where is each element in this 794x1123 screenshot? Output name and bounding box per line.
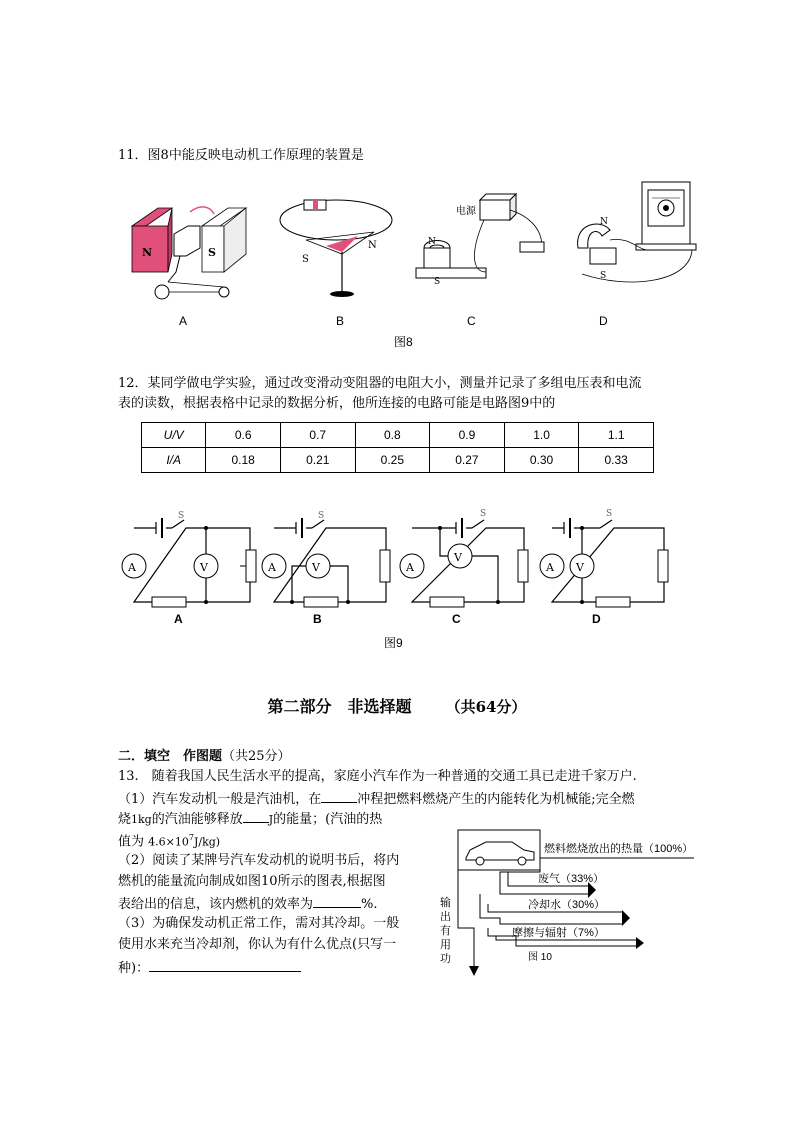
circuit-d-diagram — [540, 508, 670, 618]
question-13-text: 的汽油能够释放 — [151, 812, 243, 827]
question-13-part-2-line-1: （2）阅读了某牌号汽车发动机的说明书后，将内 — [118, 853, 400, 868]
figure-8-option-a-diagram — [128, 196, 250, 306]
circuit-label-d: D — [592, 612, 601, 626]
circuit-a-diagram — [122, 508, 252, 618]
table-header-voltage: U/V — [142, 423, 206, 448]
question-13-text: 1kg — [131, 813, 152, 826]
answer-blank-stroke[interactable] — [321, 788, 357, 803]
table-cell: 1.0 — [504, 423, 579, 448]
table-cell: 0.33 — [579, 448, 654, 473]
part-2-points: （共64分） — [445, 698, 527, 716]
question-13-text: 烧 — [118, 812, 132, 827]
svg-text:N: N — [428, 237, 436, 247]
question-13-text: %. — [361, 897, 378, 912]
svg-text:S: S — [434, 277, 441, 287]
svg-text:S: S — [302, 254, 309, 265]
svg-text:V: V — [312, 561, 320, 574]
fig10-exhaust-label: 废气（33%） — [538, 873, 605, 885]
fig10-cooling-label: 冷却水（30%） — [528, 899, 606, 911]
figure-8-label-a: A — [179, 314, 188, 328]
table-row — [142, 448, 654, 473]
answer-blank-efficiency[interactable] — [313, 893, 361, 908]
svg-text:A: A — [406, 561, 414, 574]
part-2-title — [0, 694, 794, 717]
table-cell: 0.9 — [430, 423, 505, 448]
question-13-text: 的能量；(汽油的热 — [273, 812, 383, 827]
fig10-useful-char: 有 — [440, 925, 451, 937]
figure-8-option-d-diagram — [570, 178, 700, 288]
table-cell: 0.8 — [355, 423, 430, 448]
circuit-c-diagram — [400, 508, 530, 618]
question-13-part-3-line-2: 使用水来充当冷却剂，你认为有什么优点(只写一 — [118, 937, 397, 952]
question-13-part-2-line-3 — [118, 893, 378, 914]
table-cell: 0.30 — [504, 448, 579, 473]
svg-text:S: S — [178, 511, 185, 521]
table-cell: 0.6 — [206, 423, 281, 448]
svg-text:S: S — [606, 509, 613, 519]
section-2-points: （共25分） — [222, 749, 291, 764]
question-13-part-3-line-1: （3）为确保发动机正常工作，需对其冷却。一般 — [118, 916, 400, 931]
svg-text:S: S — [208, 246, 216, 259]
question-13-text: 种)： — [118, 961, 150, 976]
table-cell: 0.18 — [206, 448, 281, 473]
table-cell: 0.25 — [355, 448, 430, 473]
fig10-total-label: 燃料燃烧放出的热量（100%） — [544, 843, 694, 855]
question-12-line-2: 表的读数，根据表格中记录的数据分析，他所连接的电路可能是电路图9中的 — [118, 396, 556, 411]
part-2-title-text: 第二部分 非选择题 — [267, 697, 412, 716]
svg-text:N: N — [600, 217, 608, 227]
question-13-text: 冲程把燃料燃烧产生的内能转化为机械能;完全燃 — [357, 792, 635, 807]
circuit-label-c: C — [452, 612, 461, 626]
fig10-useful-char: 用 — [440, 939, 451, 951]
question-13-text: 7 — [188, 833, 194, 842]
section-2-heading — [118, 747, 291, 766]
question-13-part-1-line-2 — [118, 808, 382, 829]
question-13-part-2-line-2: 燃机的能量流向制成如图10所示的图表,根据图 — [118, 874, 386, 889]
svg-text:A: A — [128, 561, 136, 574]
data-table — [141, 422, 654, 473]
question-13-part-3-line-3 — [118, 957, 301, 978]
fig10-friction-label: 摩擦与辐射（7%） — [512, 927, 605, 939]
answer-blank-energy[interactable] — [243, 808, 269, 823]
figure-8-label-b: B — [336, 314, 345, 328]
figure-8-label-c: C — [467, 314, 476, 328]
fig10-useful-char: 输 — [440, 897, 451, 909]
figure-8-option-b-diagram — [276, 192, 398, 302]
question-13-text: 4.6×10 — [148, 835, 189, 849]
question-13-text: 表给出的信息，该内燃机的效率为 — [118, 897, 314, 912]
figure-10-energy-flow — [436, 828, 706, 978]
svg-text:电源: 电源 — [456, 206, 476, 217]
figure-9-caption: 图9 — [384, 636, 403, 650]
table-cell: 0.27 — [430, 448, 505, 473]
svg-text:N: N — [368, 240, 377, 251]
section-2-heading-text: 二．填空 作图题 — [118, 749, 223, 764]
circuit-label-a: A — [174, 612, 183, 626]
question-13-text: 值为 — [118, 834, 145, 850]
figure-8-caption: 图8 — [394, 335, 413, 349]
question-13-part-1-line-1 — [118, 788, 635, 809]
table-cell: 0.21 — [280, 448, 355, 473]
svg-text:V: V — [454, 551, 462, 564]
question-13-text: （1）汽车发动机一般是汽油机，在 — [118, 792, 322, 807]
figure-10-caption: 图 10 — [528, 952, 552, 963]
table-cell: 0.7 — [280, 423, 355, 448]
fig10-useful-char: 功 — [440, 953, 451, 965]
svg-text:N: N — [142, 246, 153, 259]
question-11: 11．图8中能反映电动机工作原理的装置是 — [118, 148, 364, 163]
table-header-current: I/A — [142, 448, 206, 473]
question-13-part-1-line-3 — [118, 828, 220, 851]
answer-blank-advantage[interactable] — [149, 957, 301, 972]
svg-text:A: A — [268, 561, 276, 574]
question-13-text: J — [268, 813, 274, 826]
question-13-text: J/kg) — [193, 835, 221, 849]
table-cell: 1.1 — [579, 423, 654, 448]
circuit-b-diagram — [262, 508, 392, 618]
svg-text:S: S — [480, 509, 487, 519]
svg-text:S: S — [600, 271, 607, 281]
svg-text:V: V — [200, 561, 208, 574]
question-13-intro: 13. 随着我国人民生活水平的提高，家庭小汽车作为一种普通的交通工具已走进千家万户. — [118, 769, 637, 784]
figure-8-option-c-diagram — [410, 192, 560, 292]
circuit-label-b: B — [313, 612, 322, 626]
question-12-line-1: 12．某同学做电学实验，通过改变滑动变阻器的电阻大小，测量并记录了多组电压表和电流 — [118, 376, 642, 391]
svg-text:A: A — [546, 561, 554, 574]
figure-8-label-d: D — [599, 314, 608, 328]
svg-text:V: V — [576, 561, 584, 574]
table-row — [142, 423, 654, 448]
fig10-useful-char: 出 — [440, 911, 451, 923]
svg-text:S: S — [318, 511, 325, 521]
